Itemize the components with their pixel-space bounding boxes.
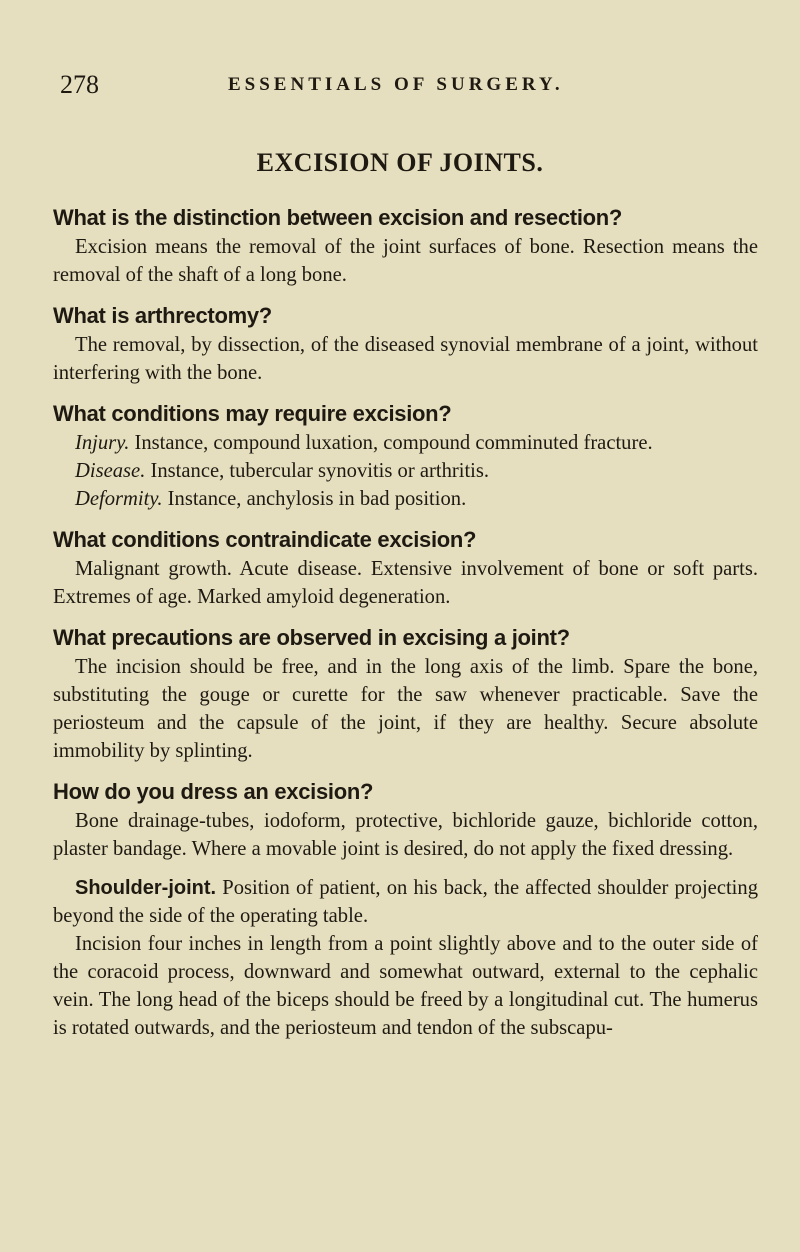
- page-number: 278: [60, 70, 99, 99]
- qa-section: [53, 777, 758, 863]
- answer-lead: Deformity.: [75, 488, 163, 510]
- question: What is the distinction between excision and resection?: [53, 205, 623, 230]
- qa-section: [53, 525, 758, 611]
- question: What conditions contraindicate excision?: [53, 527, 477, 552]
- running-head: [60, 68, 750, 102]
- qa-section: [53, 623, 758, 765]
- answer: The incision should be free, and in the long axis of the limb. Spare the bone, substituting the gouge or curette for the saw whenever practicable. Save the periosteum and the capsule of the joint, if they are healthy. Secure absolute immobility by splinting.: [53, 656, 758, 762]
- answer: [53, 457, 758, 485]
- answer: [53, 485, 758, 513]
- answer-text: Instance, compound luxation, compound comminuted fracture.: [129, 432, 653, 454]
- running-title: ESSENTIALS OF SURGERY.: [228, 74, 564, 95]
- shoulder-joint-section: [53, 874, 758, 1042]
- paragraph-text: Position of patient, on his back, the affected shoulder projecting beyond the side of the operating table.: [53, 877, 758, 927]
- qa-section: [53, 301, 758, 387]
- answer: [53, 429, 758, 457]
- question: What conditions may require excision?: [53, 401, 452, 426]
- page-content: [53, 203, 758, 1042]
- answer: Bone drainage-tubes, iodoform, protective, bichloride gauze, bichloride cotton, plaster bandage. Where a movable joint is desired, do not apply the fixed dressing.: [53, 810, 758, 860]
- qa-section: [53, 399, 758, 513]
- answer: Excision means the removal of the joint surfaces of bone. Resection means the removal of the shaft of a long bone.: [53, 236, 758, 286]
- question: What precautions are observed in excising a joint?: [53, 625, 570, 650]
- answer-lead: Injury.: [75, 432, 130, 454]
- answer: Malignant growth. Acute disease. Extensive involvement of bone or soft parts. Extremes of age. Marked amyloid degeneration.: [53, 558, 758, 608]
- answer-text: Instance, tubercular synovitis or arthritis.: [145, 460, 490, 482]
- answer-text: Instance, anchylosis in bad position.: [162, 488, 467, 510]
- chapter-title: EXCISION OF JOINTS.: [256, 148, 544, 177]
- paragraph: [53, 874, 758, 930]
- answer-lead: Disease.: [75, 460, 146, 482]
- answer: The removal, by dissection, of the diseased synovial membrane of a joint, without interfering with the bone.: [53, 334, 758, 384]
- qa-section: [53, 203, 758, 289]
- paragraph: Incision four inches in length from a point slightly above and to the outer side of the coracoid process, downward and somewhat outward, external to the cephalic vein. The long head of the biceps should be freed by a longitudinal cut. The humerus is rotated outwards, and the periosteum and tendon of the subscapu-: [53, 933, 758, 1039]
- question: How do you dress an excision?: [53, 779, 374, 804]
- paragraph-lead: Shoulder-joint.: [75, 877, 217, 899]
- question: What is arthrectomy?: [53, 303, 272, 328]
